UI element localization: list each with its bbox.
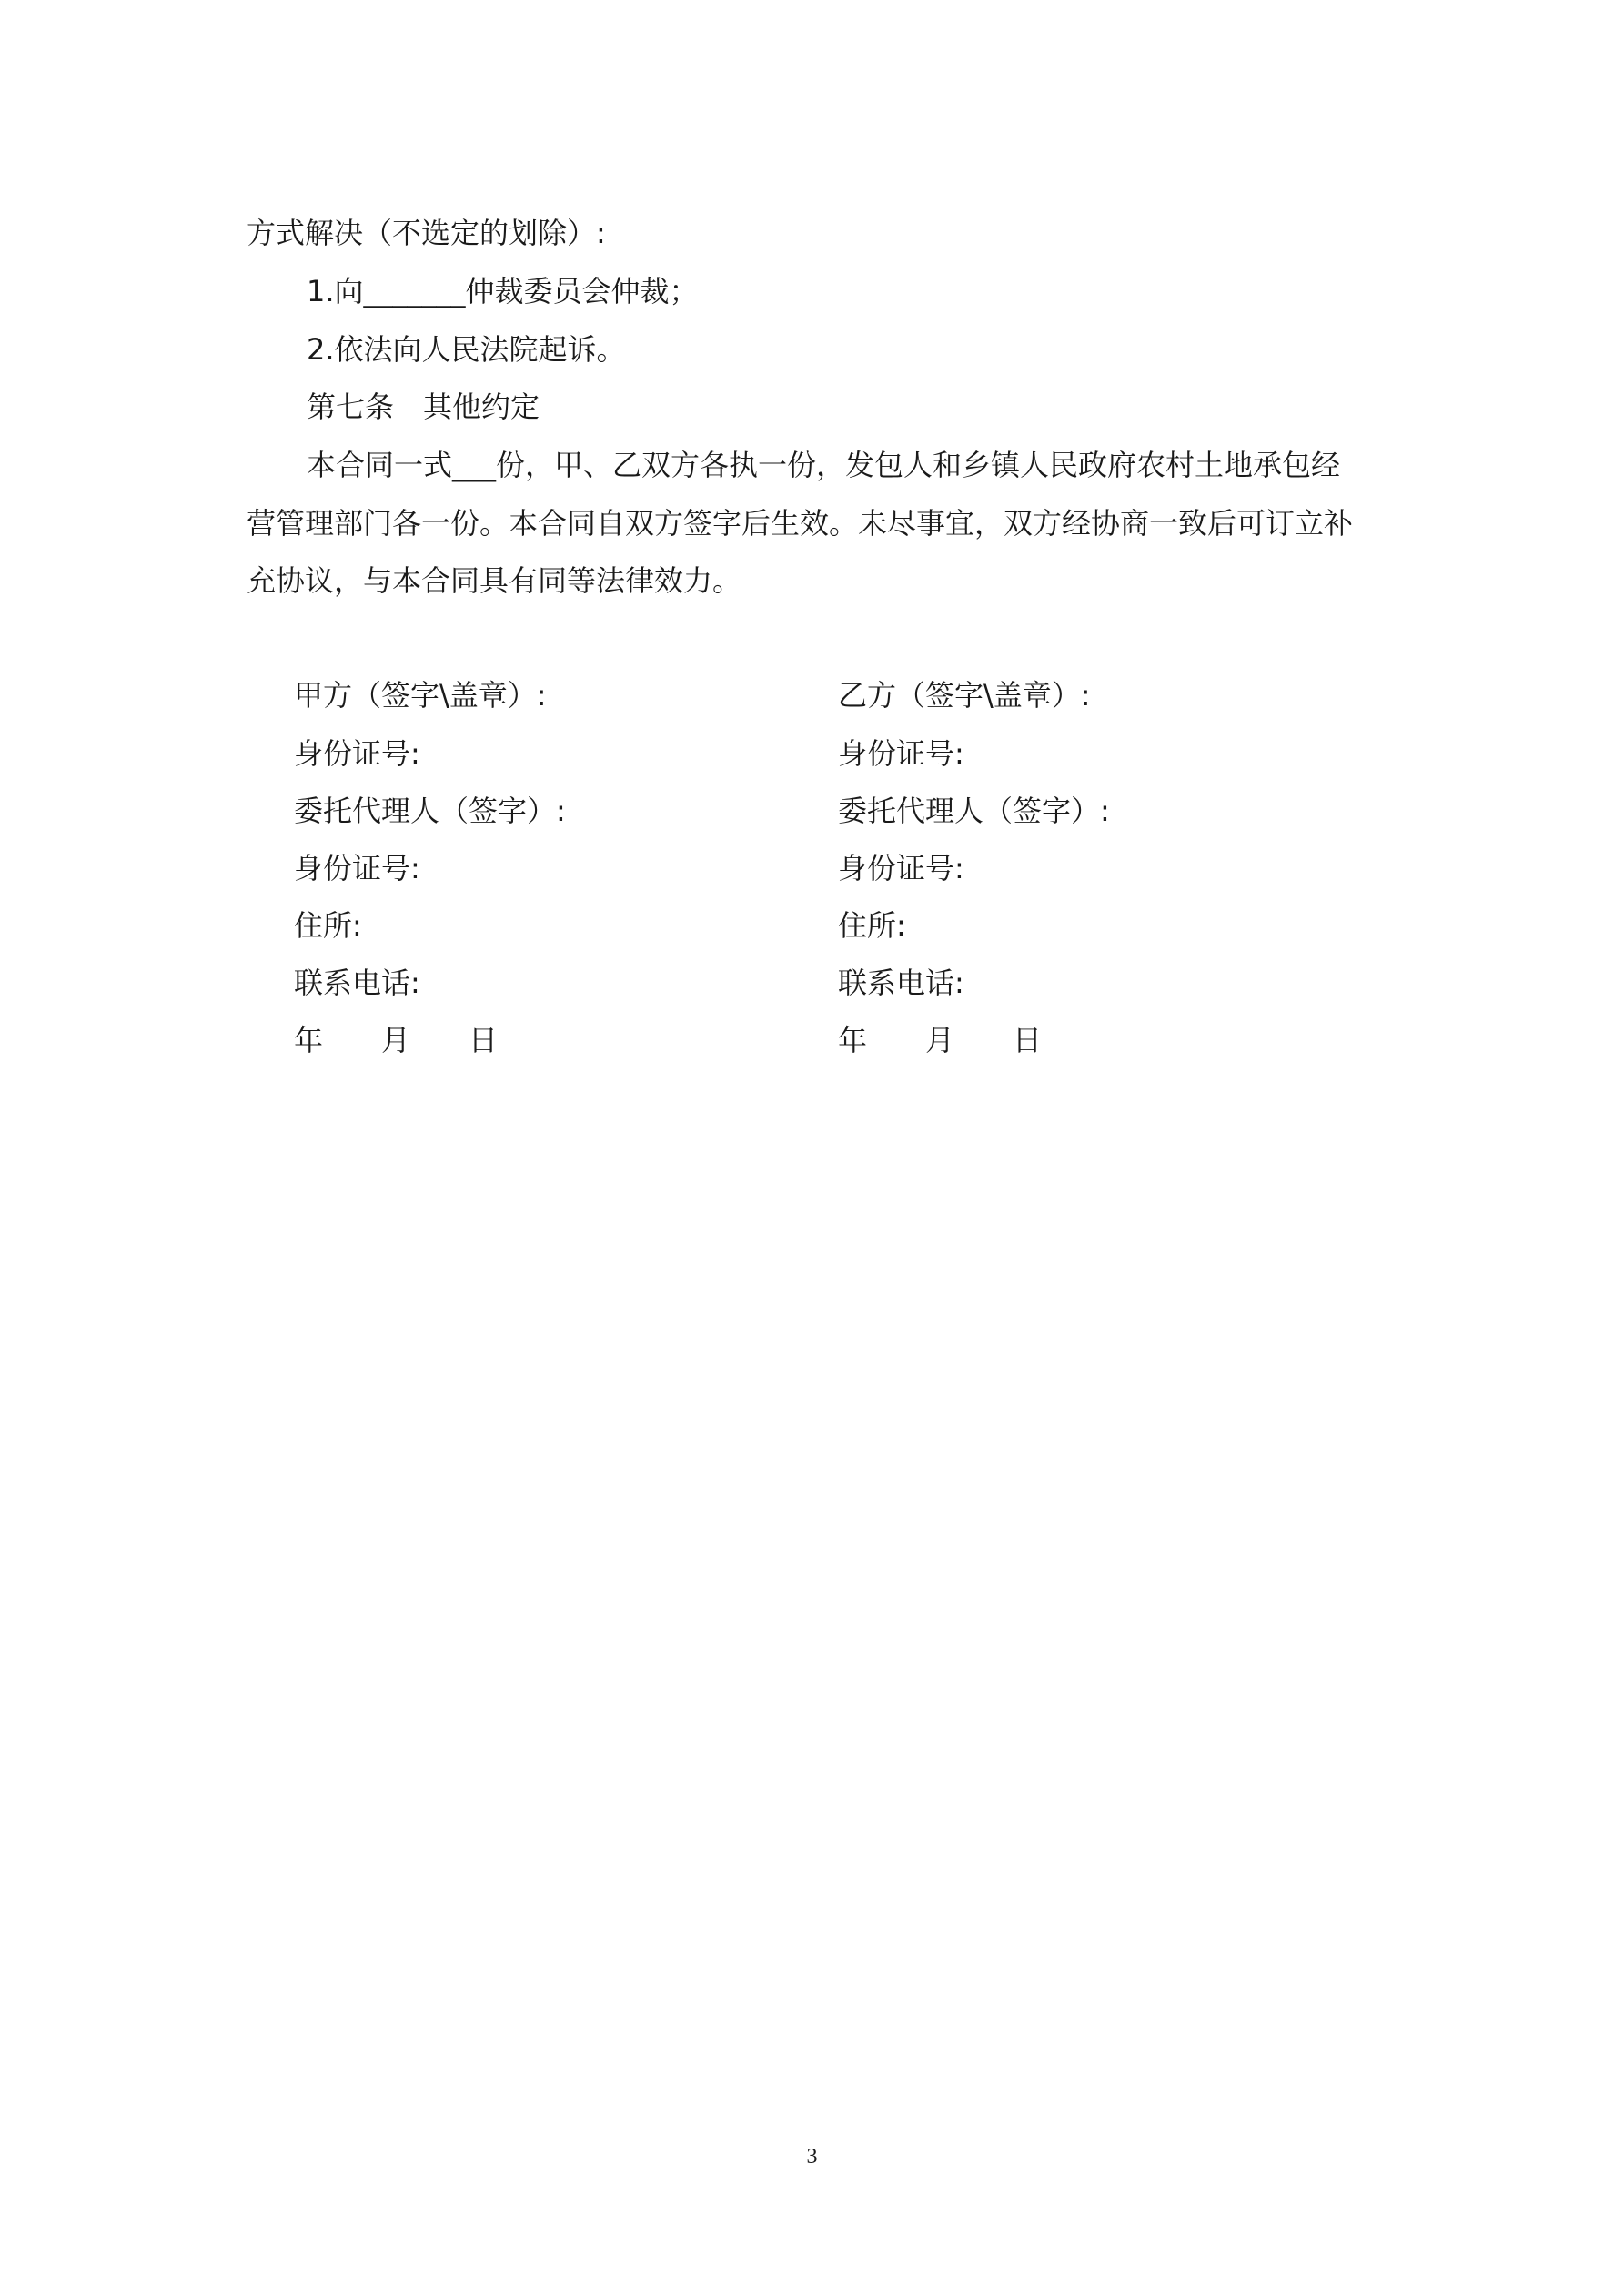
page-number: 3	[806, 2145, 818, 2169]
party-b-phone-label: 联系电话:	[838, 966, 964, 1000]
party-a-phone-label: 联系电话:	[294, 966, 420, 1000]
party-a-agent-label: 委托代理人（签字）:	[294, 794, 566, 828]
article-heading: 第七条 其他约定	[307, 389, 540, 424]
party-a-id-label: 身份证号:	[294, 736, 420, 771]
paragraph-line: 充协议，与本合同具有同等法律效力。	[247, 563, 742, 598]
party-b-agent-label: 委托代理人（签字）:	[838, 794, 1110, 828]
party-b-id-label: 身份证号:	[838, 736, 964, 771]
paragraph-line: 营管理部门各一份。本合同自双方签字后生效。未尽事宜，双方经协商一致后可订立补	[247, 506, 1354, 541]
party-a-agent-id-label: 身份证号:	[294, 851, 420, 885]
party-a-date-label: 年 月 日	[294, 1023, 499, 1057]
party-b-agent-id-label: 身份证号:	[838, 851, 964, 885]
paragraph-line: 本合同一式___份，甲、乙双方各执一份，发包人和乡镇人民政府农村土地承包经	[307, 448, 1341, 482]
option-arbitration: 1.向_______仲裁委员会仲裁；	[307, 274, 699, 308]
party-b-sign-label: 乙方（签字\盖章）:	[838, 678, 1091, 713]
party-a-address-label: 住所:	[294, 908, 362, 943]
party-b-date-label: 年 月 日	[838, 1023, 1043, 1057]
paragraph-line: 方式解决（不选定的划除）:	[247, 216, 606, 250]
party-b-address-label: 住所:	[838, 908, 906, 943]
option-lawsuit: 2.依法向人民法院起诉。	[307, 332, 626, 367]
party-a-sign-label: 甲方（签字\盖章）:	[294, 678, 547, 713]
